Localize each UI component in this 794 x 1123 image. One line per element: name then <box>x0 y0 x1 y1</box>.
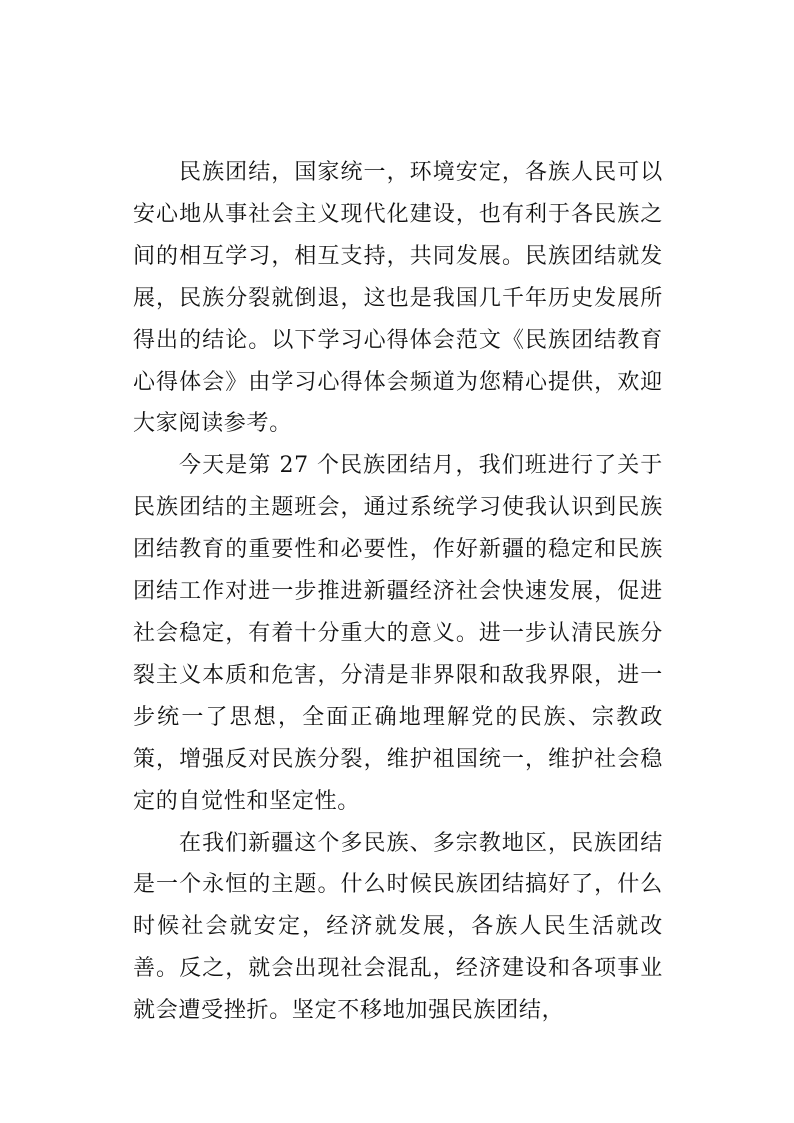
document-body <box>133 152 663 1032</box>
paragraph-1: 民族团结，国家统一，环境安定，各族人民可以安心地从事社会主义现代化建设，也有利于各民族之间的相互学习，相互支持，共同发展。民族团结就发展，民族分裂就倒退，这也是我国几千年历史发展所得出的结论。以下学习心得体会范文《民族团结教育心得体会》由学习心得体会频道为您精心提供，欢迎大家阅读参考。 <box>133 160 663 437</box>
paragraph-3: 在我们新疆这个多民族、多宗教地区，民族团结是一个永恒的主题。什么时候民族团结搞好了，什么时候社会就安定，经济就发展，各族人民生活就改善。反之，就会出现社会混乱，经济建设和各项事业就会遭受挫折。坚定不移地加强民族团结， <box>133 830 663 1024</box>
paragraph-2: 今天是第 27 个民族团结月，我们班进行了关于民族团结的主题班会，通过系统学习使我认识到民族团结教育的重要性和必要性，作好新疆的稳定和民族团结工作对进一步推进新疆经济社会快速发展，促进社会稳定，有着十分重大的意义。进一步认清民族分裂主义本质和危害，分清是非界限和敌我界限，进一步统一了思想，全面正确地理解党的民族、宗教政策，增强反对民族分裂，维护祖国统一，维护社会稳定的自觉性和坚定性。 <box>133 453 663 814</box>
